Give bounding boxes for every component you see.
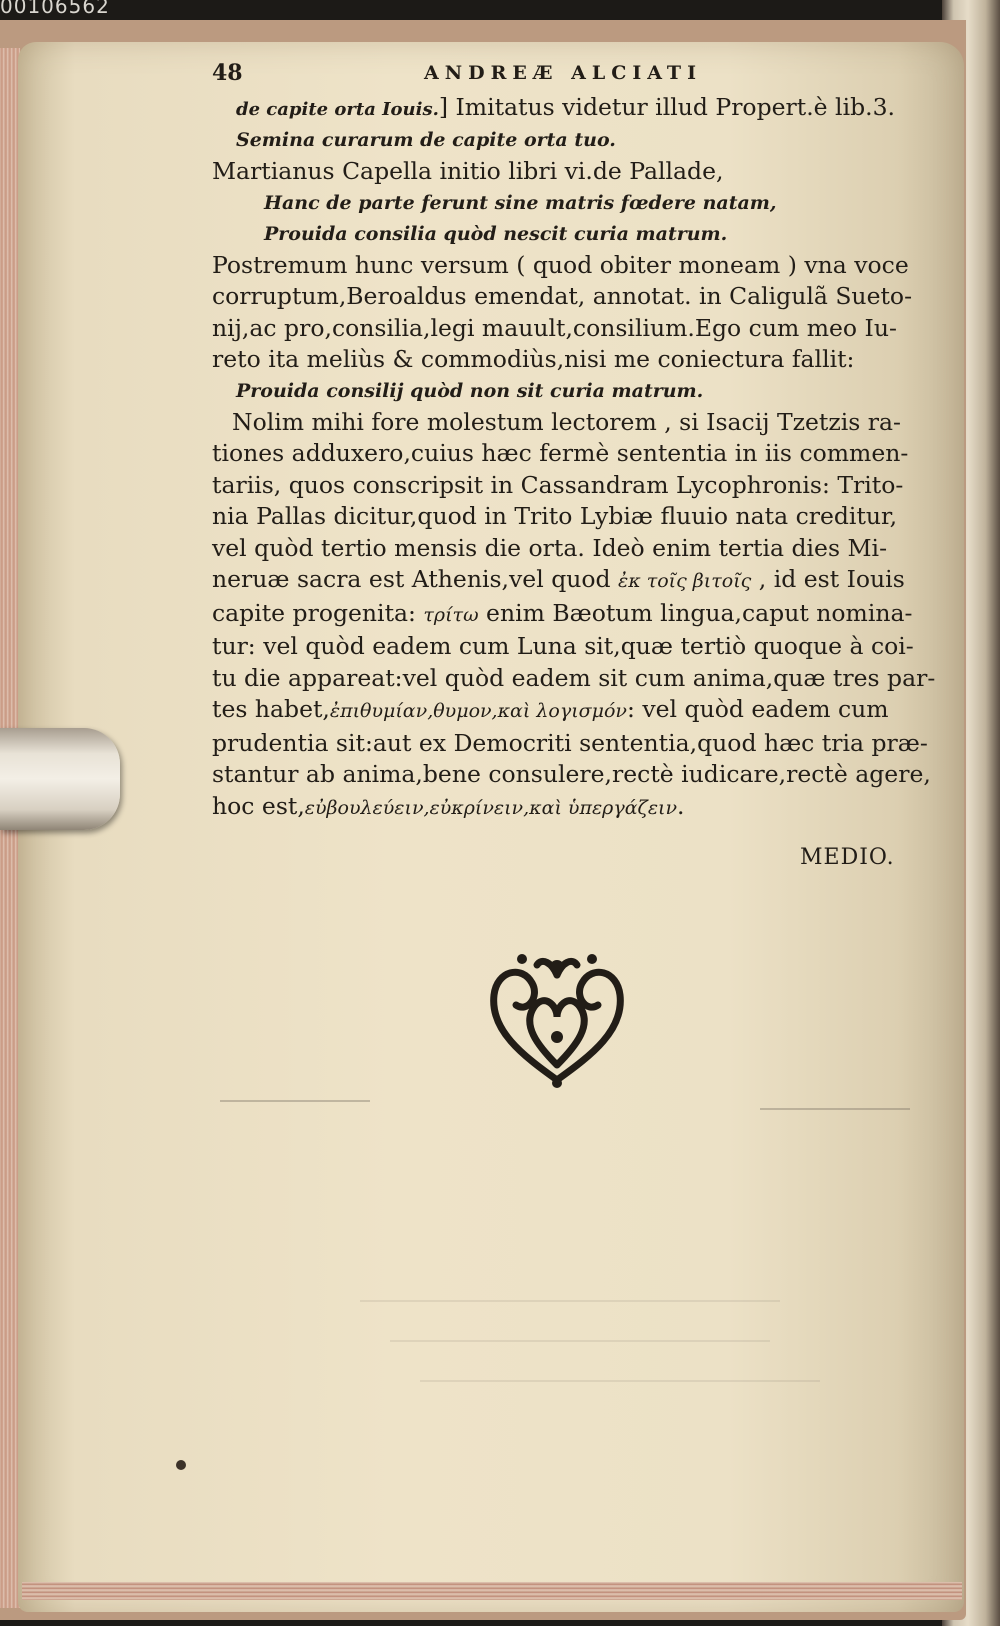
text-line: stantur ab anima,bene consulere,rectè iudicare,rectè agere, [212,760,931,788]
text-line: tiones adduxero,cuius hæc fermè sententia in iis commen- [212,439,909,467]
text-line [212,694,912,728]
verse-line: Prouida consilia quòd nescit curia matrum. [264,222,728,245]
text-line [212,92,912,125]
line-text: : vel quòd eadem cum [626,695,889,723]
page-header [212,60,912,92]
text-line: Nolim mihi fore molestum lectorem , si Isacij Tzetzis ra- [232,407,901,436]
show-through-mark [420,1380,820,1382]
catchword: MEDIO. [800,845,895,870]
show-through-mark [390,1340,770,1342]
text-line: prudentia sit:aut ex Democriti sententia,quod hæc tria præ- [212,728,928,757]
bookmark-clip [0,728,120,830]
text-line: nij,ac pro,consilia,legi mauult,consilium.Ego cum meo Iu- [212,313,897,342]
line-text: , id est Iouis [751,565,905,593]
line-text: . [677,791,685,820]
text-line: Martianus Capella initio libri vi.de Pallade, [212,157,724,185]
greek-phrase: ἐπιθυμίαν,θυμον,καὶ λογισμόν [329,700,627,722]
show-through-mark [220,1100,370,1102]
ink-spot [176,1460,186,1470]
line-text: enim Bæotum lingua,caput nomina- [478,598,913,627]
verse-line: Hanc de parte ferunt sine matris fœdere natam, [264,191,777,214]
text-line [212,598,912,632]
line-text: capite progenita: [212,598,424,627]
scan-id-label: 00106562 [0,0,110,18]
greek-phrase: εὐβουλεύειν,εὐκρίνειν,καὶ ὑπεργάζειν [304,796,678,819]
line-text: hoc est, [212,791,305,820]
show-through-mark [760,1108,910,1110]
show-through-mark [360,1300,780,1302]
verse-line: Semina curarum de capite orta tuo. [236,129,616,151]
text-block [212,60,936,824]
line-text: ] Imitatus videtur illud Propert.è lib.3. [438,93,896,121]
line-text: tes habet, [212,695,330,723]
greek-phrase: ἐκ τοῖς βιτοῖς [618,570,752,592]
page-number: 48 [212,60,243,86]
text-line: vel quòd tertio mensis die orta. Ideò enim tertia dies Mi- [212,533,888,562]
text-line [212,791,912,825]
running-head: ANDREÆ ALCIATI [424,62,702,84]
text-line: nia Pallas dicitur,quod in Trito Lybiæ fluuio nata creditur, [212,502,898,530]
text-line [212,564,912,598]
lemma-italic: de capite orta Iouis. [236,99,439,120]
text-line: tariis, quos conscripsit in Cassandram Lycophronis: Trito- [212,470,904,499]
text-line: reto ita meliùs & commodiùs,nisi me coniectura fallit: [212,345,855,373]
text-line: Postremum hunc versum ( quod obiter moneam ) vna voce [212,250,909,279]
greek-phrase: τρίτω [423,603,479,626]
page-bottom-edge [22,1582,962,1600]
line-text: neruæ sacra est Athenis,vel quod [212,565,619,593]
printers-ornament-icon [482,945,632,1090]
text-line: tu die appareat:vel quòd eadem sit cum anima,quæ tres par- [212,663,936,692]
text-line: corruptum,Beroaldus emendat, annotat. in Caligulã Sueto- [212,282,913,310]
text-line: tur: vel quòd eadem cum Luna sit,quæ tertiò quoque à coi- [212,632,914,660]
verse-line: Prouida consilij quòd non sit curia matrum. [236,379,704,402]
